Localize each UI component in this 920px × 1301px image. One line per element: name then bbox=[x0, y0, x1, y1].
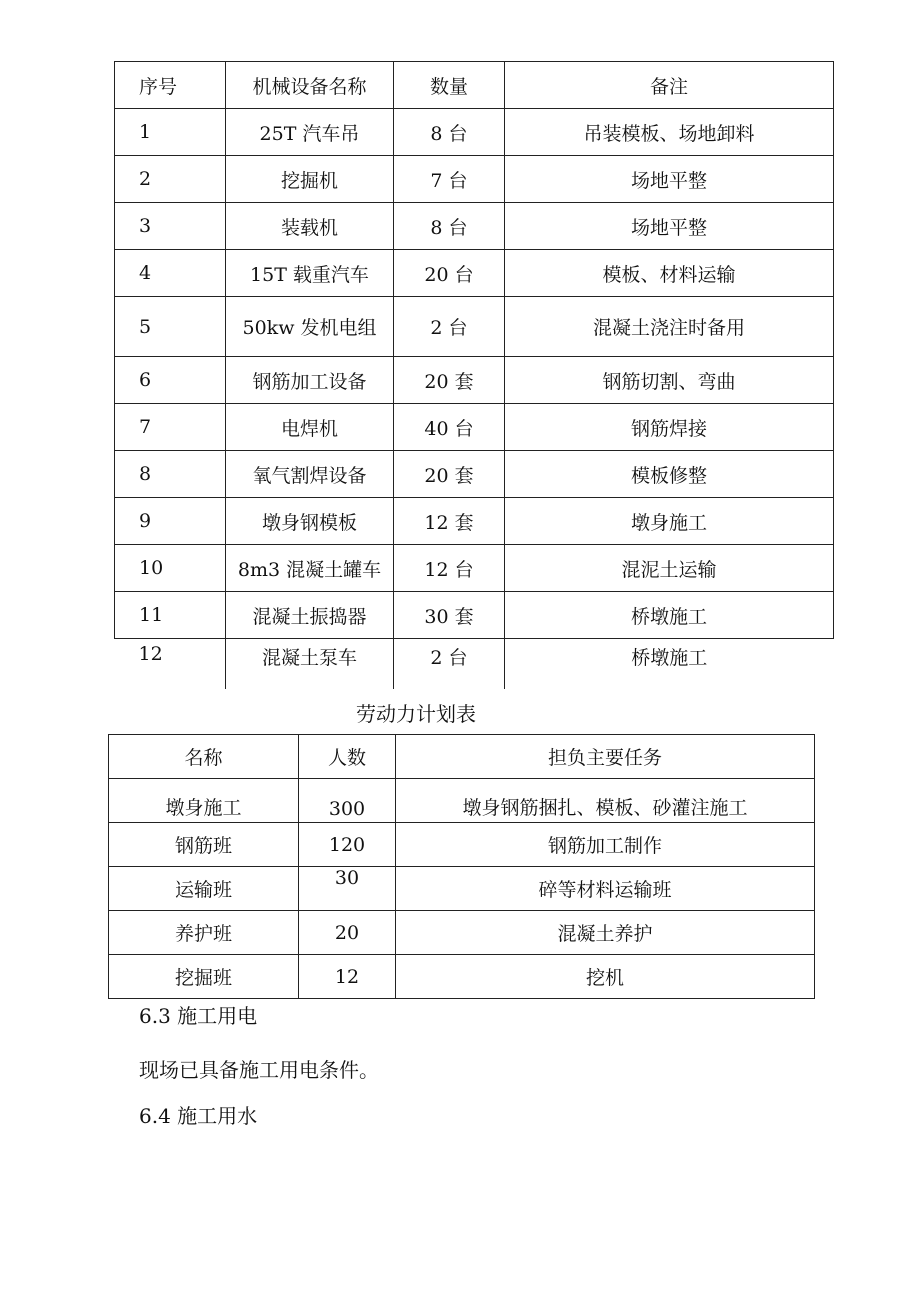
cell-quantity: 20 台 bbox=[394, 250, 505, 297]
cell-quantity: 2 台 bbox=[394, 297, 505, 357]
table-row bbox=[115, 498, 834, 545]
cell-remark: 钢筋切割、弯曲 bbox=[505, 357, 834, 404]
cell-name: 混凝土泵车 bbox=[226, 639, 394, 690]
cell-quantity: 12 台 bbox=[394, 545, 505, 592]
section-heading-6-4: 6.4 施工用水 bbox=[139, 1104, 258, 1128]
table-row bbox=[109, 779, 815, 823]
cell-remark: 模板、材料运输 bbox=[505, 250, 834, 297]
cell-name: 运输班 bbox=[109, 867, 299, 911]
cell-remark: 场地平整 bbox=[505, 203, 834, 250]
cell-remark: 混泥土运输 bbox=[505, 545, 834, 592]
header-count: 人数 bbox=[299, 735, 396, 779]
table-row bbox=[115, 297, 834, 357]
cell-index: 4 bbox=[115, 250, 226, 297]
header-remark: 备注 bbox=[505, 62, 834, 109]
cell-name: 氧气割焊设备 bbox=[226, 451, 394, 498]
table-row bbox=[115, 592, 834, 639]
cell-name: 50kw 发机电组 bbox=[226, 297, 394, 357]
table-row bbox=[109, 823, 815, 867]
cell-count: 120 bbox=[299, 823, 396, 867]
labor-table-caption: 劳动力计划表 bbox=[356, 702, 476, 726]
table-row bbox=[115, 156, 834, 203]
cell-quantity: 8 台 bbox=[394, 203, 505, 250]
cell-remark: 桥墩施工 bbox=[505, 592, 834, 639]
table-row bbox=[115, 203, 834, 250]
cell-index: 10 bbox=[115, 545, 226, 592]
table-header-row bbox=[115, 62, 834, 109]
cell-name: 挖掘班 bbox=[109, 955, 299, 999]
cell-index: 3 bbox=[115, 203, 226, 250]
cell-quantity: 40 台 bbox=[394, 404, 505, 451]
table-row bbox=[115, 404, 834, 451]
cell-name: 墩身施工 bbox=[109, 779, 299, 823]
cell-quantity: 12 套 bbox=[394, 498, 505, 545]
section-text-6-3: 现场已具备施工用电条件。 bbox=[139, 1058, 379, 1082]
cell-name: 养护班 bbox=[109, 911, 299, 955]
table-row bbox=[109, 955, 815, 999]
cell-name: 挖掘机 bbox=[226, 156, 394, 203]
cell-task: 挖机 bbox=[396, 955, 815, 999]
cell-index: 8 bbox=[115, 451, 226, 498]
cell-name: 15T 载重汽车 bbox=[226, 250, 394, 297]
cell-index: 11 bbox=[115, 592, 226, 639]
table-row bbox=[115, 250, 834, 297]
cell-remark: 钢筋焊接 bbox=[505, 404, 834, 451]
table-row bbox=[115, 109, 834, 156]
table-header-row bbox=[109, 735, 815, 779]
cell-quantity: 2 台 bbox=[394, 639, 505, 690]
cell-remark: 场地平整 bbox=[505, 156, 834, 203]
header-quantity: 数量 bbox=[394, 62, 505, 109]
cell-index: 6 bbox=[115, 357, 226, 404]
cell-index: 9 bbox=[115, 498, 226, 545]
header-name: 机械设备名称 bbox=[226, 62, 394, 109]
header-index: 序号 bbox=[115, 62, 226, 109]
cell-index: 1 bbox=[115, 109, 226, 156]
cell-index: 7 bbox=[115, 404, 226, 451]
cell-count: 20 bbox=[299, 911, 396, 955]
cell-name: 钢筋班 bbox=[109, 823, 299, 867]
header-task: 担负主要任务 bbox=[396, 735, 815, 779]
cell-quantity: 7 台 bbox=[394, 156, 505, 203]
cell-name: 墩身钢模板 bbox=[226, 498, 394, 545]
cell-remark: 吊装模板、场地卸料 bbox=[505, 109, 834, 156]
table-row bbox=[115, 451, 834, 498]
cell-name: 混凝土振捣器 bbox=[226, 592, 394, 639]
cell-index: 2 bbox=[115, 156, 226, 203]
table-row bbox=[109, 867, 815, 911]
table-row bbox=[115, 357, 834, 404]
equipment-table bbox=[114, 61, 834, 689]
cell-name: 钢筋加工设备 bbox=[226, 357, 394, 404]
table-row bbox=[115, 639, 834, 690]
cell-name: 电焊机 bbox=[226, 404, 394, 451]
cell-task: 钢筋加工制作 bbox=[396, 823, 815, 867]
cell-index: 12 bbox=[115, 639, 226, 690]
cell-quantity: 20 套 bbox=[394, 451, 505, 498]
labor-table bbox=[108, 734, 815, 999]
cell-remark: 模板修整 bbox=[505, 451, 834, 498]
cell-count: 30 bbox=[299, 867, 396, 911]
table-row bbox=[115, 545, 834, 592]
table-row bbox=[109, 911, 815, 955]
cell-remark: 桥墩施工 bbox=[505, 639, 834, 690]
section-heading-6-3: 6.3 施工用电 bbox=[139, 1004, 258, 1028]
cell-quantity: 30 套 bbox=[394, 592, 505, 639]
header-name: 名称 bbox=[109, 735, 299, 779]
cell-quantity: 20 套 bbox=[394, 357, 505, 404]
cell-name: 25T 汽车吊 bbox=[226, 109, 394, 156]
cell-count: 300 bbox=[299, 779, 396, 823]
cell-task: 混凝土养护 bbox=[396, 911, 815, 955]
cell-name: 装载机 bbox=[226, 203, 394, 250]
cell-task: 墩身钢筋捆扎、模板、砂灌注施工 bbox=[396, 779, 815, 823]
cell-quantity: 8 台 bbox=[394, 109, 505, 156]
cell-remark: 墩身施工 bbox=[505, 498, 834, 545]
cell-count: 12 bbox=[299, 955, 396, 999]
cell-name: 8m3 混凝土罐车 bbox=[226, 545, 394, 592]
cell-remark: 混凝土浇注时备用 bbox=[505, 297, 834, 357]
cell-task: 碎等材料运输班 bbox=[396, 867, 815, 911]
cell-index: 5 bbox=[115, 297, 226, 357]
